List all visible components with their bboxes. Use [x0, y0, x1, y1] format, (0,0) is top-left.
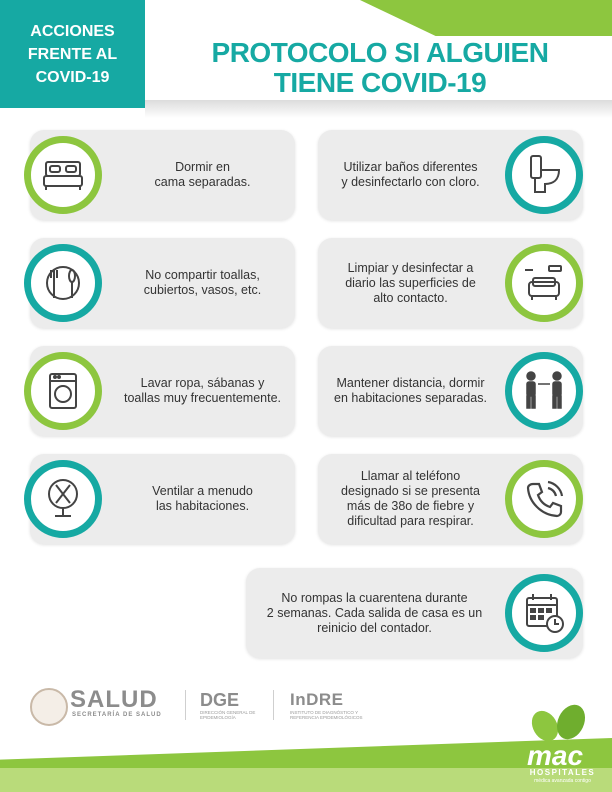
card-line: No rompas la cuarentena durante — [281, 590, 468, 605]
title-line: TIENE COVID-19 — [273, 67, 487, 98]
mexico-seal-icon — [30, 688, 68, 726]
card-line: Dormir en — [175, 160, 230, 174]
mac-tagline: médica avanzada contigo — [534, 778, 591, 784]
card-line: en habitaciones separadas. — [334, 391, 487, 405]
card-line: Lavar ropa, sábanas y — [140, 376, 265, 390]
utensils-icon — [24, 244, 102, 322]
card-text-distance — [318, 346, 503, 436]
mac-wordmark: mac — [527, 740, 584, 771]
card-line: Mantener distancia, dormir — [336, 376, 485, 390]
card-text-phone — [318, 454, 503, 544]
salud-logo: SALUD — [70, 686, 158, 713]
card-line: más de 38o de fiebre y — [346, 499, 475, 513]
card-line: alto contacto. — [373, 290, 448, 305]
card-line: diario las superficies de — [345, 275, 476, 290]
card-line: Limpiar y desinfectar a — [347, 260, 474, 275]
card-line: 2 semanas. Cada salida de casa es un — [266, 605, 483, 620]
card-line: y desinfectarlo con cloro. — [341, 175, 480, 189]
corner-line: FRENTE AL — [27, 45, 118, 63]
salud-subtitle: SECRETARÍA DE SALUD — [72, 712, 162, 718]
card-line: Ventilar a menudo — [152, 484, 253, 498]
dge-subtitle: DIRECCIÓN GENERAL DE EPIDEMIOLOGÍA — [200, 710, 256, 720]
washing-machine-icon — [24, 352, 102, 430]
dge-logo: DGE — [200, 690, 240, 710]
corner-line: COVID-19 — [35, 68, 110, 86]
card-line: toallas muy frecuentemente. — [123, 391, 282, 405]
calendar-clock-icon — [505, 574, 583, 652]
card-line: las habitaciones. — [155, 499, 250, 513]
card-text-quarantine — [246, 568, 503, 658]
armchair-icon — [505, 244, 583, 322]
card-line: designado si se presenta — [341, 484, 480, 498]
title-line: PROTOCOLO SI ALGUIEN — [211, 37, 549, 68]
fan-icon — [24, 460, 102, 538]
actions-corner-box — [0, 0, 145, 108]
bed-icon — [24, 136, 102, 214]
card-line: Utilizar baños diferentes — [343, 160, 478, 174]
corner-line: ACCIONES — [30, 22, 115, 40]
phone-icon — [505, 460, 583, 538]
logo-divider — [185, 690, 186, 720]
toilet-icon — [505, 136, 583, 214]
header-shadow — [145, 100, 612, 118]
card-text-bathroom — [318, 130, 503, 220]
card-line: No compartir toallas, — [145, 268, 260, 282]
indre-subtitle: INSTITUTO DE DIAGNÓSTICO Y REFERENCIA EPIDEMIOLÓGICOS — [290, 710, 363, 720]
card-line: dificultad para respirar. — [347, 514, 474, 528]
mac-hospitales-text: HOSPITALES — [529, 768, 596, 777]
card-line: cama separadas. — [154, 175, 251, 189]
mac-hospitales-logo — [515, 700, 610, 790]
people-distance-icon — [505, 352, 583, 430]
card-line: cubiertos, vasos, etc. — [143, 283, 262, 297]
indre-logo: InDRE — [290, 690, 344, 709]
logo-divider — [273, 690, 274, 720]
card-line: Llamar al teléfono — [360, 469, 461, 483]
card-text-utensils — [110, 238, 295, 328]
page-title — [160, 38, 600, 98]
card-text-surfaces — [318, 238, 503, 328]
card-line: reinicio del contador. — [317, 620, 432, 635]
card-text-beds — [110, 130, 295, 220]
card-text-laundry — [110, 346, 295, 436]
card-text-ventilate — [110, 454, 295, 544]
